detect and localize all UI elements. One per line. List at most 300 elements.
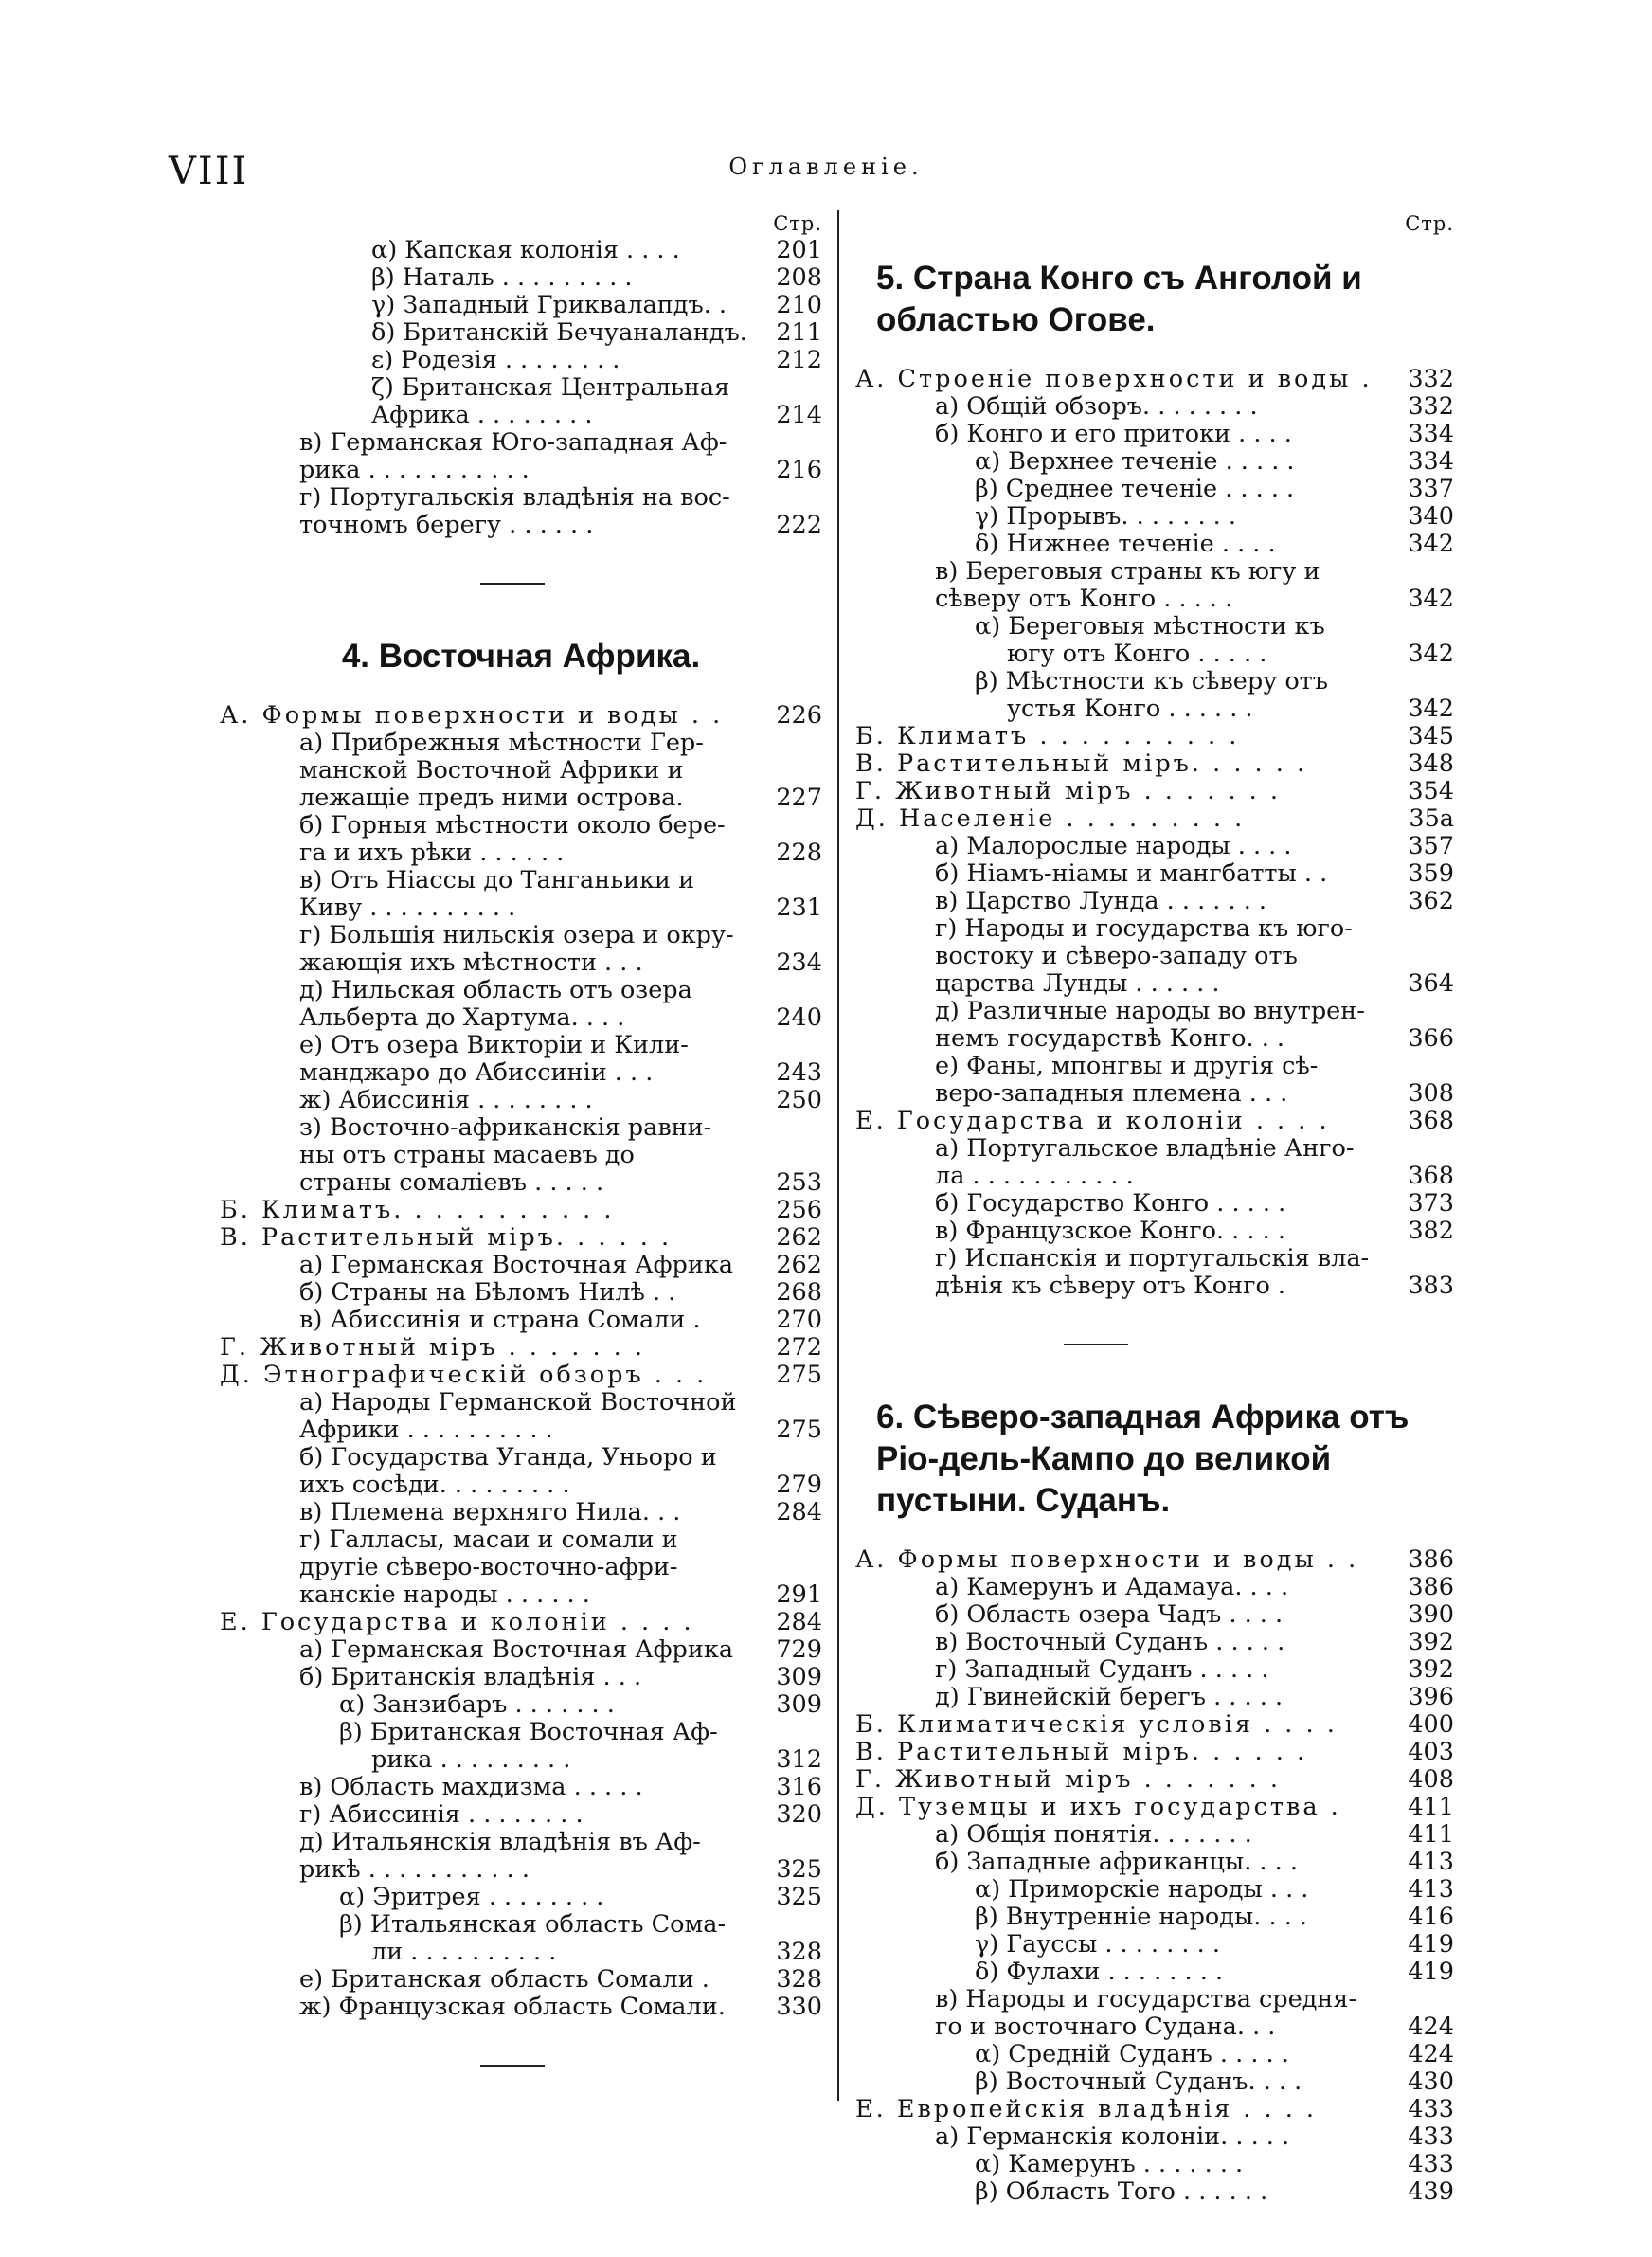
toc-entry-title: ε) Родезія . . . . . . . . <box>371 347 620 374</box>
toc-entry <box>855 1849 1454 1876</box>
toc-entry-page: 390 <box>1408 1600 1454 1629</box>
toc-entry <box>855 2151 1454 2178</box>
toc-entry-title: царства Лунды . . . . . . <box>935 970 1220 998</box>
toc-entry <box>220 1252 822 1279</box>
toc-entry-title: б) Область озера Чадъ . . . . <box>935 1601 1284 1629</box>
toc-entry-title: рика . . . . . . . . . . . <box>299 457 530 484</box>
toc-entry <box>220 1856 822 1884</box>
toc-entry-page: 362 <box>1408 887 1454 915</box>
toc-entry-title: д) Нильская область отъ озера <box>299 977 692 1004</box>
toc-entry-title: а) Германская Восточная Африка <box>299 1636 734 1664</box>
toc-entry-title: α) Эритрея . . . . . . . . <box>339 1884 604 1911</box>
toc-entry <box>220 1581 822 1609</box>
toc-entry <box>220 1526 822 1554</box>
toc-entry <box>220 1279 822 1307</box>
toc-entry <box>220 319 822 347</box>
toc-entry-title: а) Германскія колоніи. . . . . <box>935 2123 1290 2151</box>
toc-entry <box>855 1108 1454 1135</box>
toc-entry-title: б) Страны на Бѣломъ Нилѣ . . <box>299 1279 676 1307</box>
toc-entry-title: В. Растительный міръ. . . . . . <box>855 1739 1308 1766</box>
toc-entry-page: 214 <box>776 401 822 429</box>
toc-entry-page: 216 <box>776 456 822 484</box>
toc-entry <box>220 512 822 539</box>
toc-entry <box>220 1554 822 1581</box>
toc-entry-title: точномъ берегу . . . . . . <box>299 512 594 539</box>
toc-entry-title: Д. Населеніе . . . . . . . . . <box>855 805 1246 833</box>
toc-entry <box>220 730 822 757</box>
running-title: Оглавленіе. <box>728 153 924 180</box>
toc-entry-page: 240 <box>776 1003 822 1032</box>
toc-entry <box>220 1472 822 1499</box>
toc-entry <box>855 833 1454 860</box>
toc-entry-title: Д. Этнографическій обзоръ . . . <box>220 1362 708 1389</box>
toc-entry-title: г) Галласы, масаи и сомали и <box>299 1526 678 1554</box>
toc-entry <box>220 702 822 730</box>
toc-entry <box>220 1884 822 1911</box>
toc-entry-page: 392 <box>1408 1655 1454 1684</box>
toc-entry <box>855 1629 1454 1656</box>
toc-entry <box>220 264 822 292</box>
toc-entry-title: го и восточнаго Судана. . . <box>935 2013 1276 2041</box>
toc-entry-title: югу отъ Конго . . . . . <box>1007 641 1267 668</box>
toc-entry-page: 231 <box>776 894 822 922</box>
section-heading-6: 6. Сѣверо-западная Африка отъ Ріо-дель-Кампо до великой пустыни. Суданъ. <box>876 1399 1410 1519</box>
toc-entry-page: 373 <box>1408 1189 1454 1218</box>
toc-entry-title: γ) Прорывъ. . . . . . . . <box>975 503 1236 531</box>
toc-entry <box>855 2178 1454 2206</box>
toc-entry-page: 320 <box>776 1800 822 1829</box>
toc-entry-title: в) Береговыя страны къ югу и <box>935 558 1320 586</box>
toc-entry-title: Африки . . . . . . . . . . <box>299 1417 553 1444</box>
toc-entry <box>220 922 822 949</box>
toc-entry <box>220 812 822 840</box>
toc-entry <box>220 757 822 785</box>
toc-entry-title: веро-западныя племена . . . <box>935 1080 1288 1108</box>
toc-entry-page: 368 <box>1408 1162 1454 1190</box>
toc-entry <box>855 1656 1454 1684</box>
toc-entry-title: б) Горныя мѣстности около бере- <box>299 812 726 840</box>
toc-entry <box>855 448 1454 476</box>
toc-entry <box>855 2096 1454 2123</box>
toc-entry <box>855 805 1454 833</box>
toc-entry-page: 35а <box>1409 804 1454 833</box>
toc-entry <box>855 1959 1454 1986</box>
toc-entry-page: 309 <box>776 1663 822 1691</box>
toc-entry-page: 413 <box>1408 1848 1454 1876</box>
toc-entry <box>855 1574 1454 1601</box>
section-divider <box>480 583 545 585</box>
toc-entry <box>855 558 1454 586</box>
toc-entry-title: д) Итальянскія владѣнія въ Аф- <box>299 1829 701 1856</box>
toc-entry <box>220 1004 822 1032</box>
toc-entry <box>855 503 1454 531</box>
toc-entry <box>220 1142 822 1169</box>
toc-entry-title: устья Конго . . . . . . <box>1007 695 1253 723</box>
toc-entry-page: 250 <box>776 1086 822 1114</box>
toc-entry-title: в) Абиссинія и страна Сомали . <box>299 1307 701 1334</box>
toc-entry <box>855 1163 1454 1190</box>
toc-entry-page: 337 <box>1408 475 1454 503</box>
toc-entry-title: д) Различные народы во внутрен- <box>935 998 1365 1025</box>
toc-entry <box>220 1114 822 1142</box>
toc-entry <box>855 586 1454 613</box>
toc-entry-title: Д. Туземцы и ихъ государства . <box>855 1794 1341 1821</box>
toc-entry <box>855 668 1454 695</box>
toc-entry-page: 291 <box>776 1580 822 1609</box>
toc-entry-page: 396 <box>1408 1683 1454 1711</box>
toc-entry-title: в) Германская Юго-западная Аф- <box>299 429 727 457</box>
toc-entry-title: е) Отъ озера Викторіи и Кили- <box>299 1032 689 1059</box>
toc-entry-page: 354 <box>1408 777 1454 805</box>
toc-entry-page: 325 <box>776 1855 822 1884</box>
toc-entry-title: в) Народы и государства средня- <box>935 1986 1357 2013</box>
toc-block <box>855 366 1454 1300</box>
toc-entry-page: 309 <box>776 1690 822 1719</box>
toc-entry-page: 342 <box>1408 695 1454 723</box>
toc-entry <box>855 1876 1454 1904</box>
toc-entry-title: б) Британскія владѣнія . . . <box>299 1664 642 1691</box>
toc-entry <box>855 695 1454 723</box>
toc-entry-title: рикѣ . . . . . . . . . . . <box>299 1856 530 1884</box>
toc-entry-title: а) Португальское владѣніе Анго- <box>935 1135 1355 1163</box>
toc-entry <box>855 998 1454 1025</box>
toc-entry <box>220 374 822 402</box>
toc-entry <box>855 778 1454 805</box>
toc-entry-title: а) Германская Восточная Африка <box>299 1252 734 1279</box>
toc-entry-page: 419 <box>1408 1930 1454 1959</box>
toc-entry-title: в) Область махдизма . . . . . <box>299 1774 643 1801</box>
toc-entry-page: 357 <box>1408 832 1454 860</box>
toc-entry-page: 211 <box>776 318 822 347</box>
toc-entry <box>855 613 1454 641</box>
page-column-label: Стр. <box>773 212 822 235</box>
toc-entry <box>220 1499 822 1526</box>
toc-entry-title: δ) Британскій Бечуаналандъ. <box>371 319 747 347</box>
toc-entry-page: 262 <box>776 1251 822 1279</box>
toc-entry-page: 228 <box>776 839 822 867</box>
toc-entry-title: α) Средній Суданъ . . . . . <box>975 2041 1289 2068</box>
toc-entry-page: 330 <box>776 1993 822 2021</box>
toc-entry-title: Г. Животный міръ . . . . . . . <box>855 1766 1281 1794</box>
toc-entry <box>220 1829 822 1856</box>
toc-entry <box>855 2041 1454 2068</box>
section-divider <box>1064 1344 1128 1345</box>
toc-entry-page: 400 <box>1408 1710 1454 1739</box>
toc-entry <box>855 1218 1454 1245</box>
toc-entry <box>855 641 1454 668</box>
toc-entry <box>220 1334 822 1362</box>
toc-entry-title: г) Португальскія владѣнія на вос- <box>299 484 730 512</box>
toc-entry <box>220 894 822 922</box>
toc-entry-title: В. Растительный міръ. . . . . . <box>855 750 1308 778</box>
toc-entry <box>220 1197 822 1224</box>
toc-entry-page: 340 <box>1408 502 1454 531</box>
section-heading-5: 5. Страна Конго съ Анголой и областью Огове. <box>876 260 1362 338</box>
toc-entry-title: α) Верхнее теченіе . . . . . <box>975 448 1295 476</box>
toc-entry <box>220 1032 822 1059</box>
toc-entry <box>855 366 1454 393</box>
toc-entry-title: Б. Климатъ . . . . . . . . . . <box>855 723 1240 750</box>
toc-entry <box>855 1190 1454 1218</box>
toc-entry-title: β) Мѣстности къ сѣверу отъ <box>975 668 1328 695</box>
toc-entry-page: 408 <box>1408 1765 1454 1794</box>
toc-entry-title: а) Общій обзоръ. . . . . . . . <box>935 393 1258 421</box>
toc-entry-page: 332 <box>1408 365 1454 393</box>
toc-entry-page: 243 <box>776 1058 822 1087</box>
toc-entry-title: β) Наталь . . . . . . . . . <box>371 264 633 292</box>
toc-entry-title: лежащіе предъ ними острова. <box>299 785 684 812</box>
toc-entry-title: β) Итальянская область Сома- <box>339 1911 727 1939</box>
toc-entry <box>220 949 822 977</box>
page-number: VIII <box>169 150 249 193</box>
toc-entry-title: в) Царство Лунда . . . . . . . <box>935 888 1267 915</box>
toc-entry <box>220 1417 822 1444</box>
toc-entry-page: 729 <box>776 1635 822 1664</box>
toc-entry <box>855 1546 1454 1574</box>
toc-entry-title: δ) Фулахи . . . . . . . . <box>975 1959 1224 1986</box>
toc-entry-title: страны сомалiевъ . . . . . <box>299 1169 604 1197</box>
toc-entry-title: Африка . . . . . . . . <box>371 402 593 429</box>
toc-entry <box>855 1080 1454 1108</box>
toc-entry-title: Е. Государства и колоніи . . . . <box>220 1609 694 1636</box>
toc-entry <box>220 1444 822 1472</box>
toc-entry-title: А. Формы поверхности и воды . . <box>220 702 724 730</box>
toc-entry-title: г) Абиссинія . . . . . . . . <box>299 1801 584 1829</box>
toc-entry-page: 383 <box>1408 1272 1454 1300</box>
toc-entry <box>220 484 822 512</box>
toc-entry-title: А. Строеніе поверхности и воды . <box>855 366 1373 393</box>
toc-entry <box>855 1053 1454 1080</box>
toc-entry <box>220 1636 822 1664</box>
toc-entry-page: 433 <box>1408 2150 1454 2178</box>
toc-entry-page: 419 <box>1408 1958 1454 1986</box>
toc-entry <box>855 476 1454 503</box>
toc-entry <box>220 457 822 484</box>
toc-entry-page: 227 <box>776 784 822 812</box>
toc-entry <box>220 237 822 264</box>
toc-entry <box>855 393 1454 421</box>
toc-column-left <box>220 210 822 2118</box>
toc-entry <box>220 1307 822 1334</box>
toc-entry-page: 411 <box>1408 1793 1454 1821</box>
toc-entry-title: а) Народы Германской Восточной <box>299 1389 737 1417</box>
toc-entry-page: 392 <box>1408 1628 1454 1656</box>
toc-entry-title: δ) Нижнее теченіе . . . . <box>975 531 1276 558</box>
toc-entry-page: 201 <box>776 236 822 264</box>
toc-entry-title: г) Большія нильскія озера и окру- <box>299 922 734 949</box>
toc-entry-page: 439 <box>1408 2177 1454 2206</box>
toc-entry-page: 262 <box>776 1223 822 1252</box>
toc-entry <box>220 1609 822 1636</box>
toc-entry-title: ж) Французская область Сомали. <box>299 1994 726 2021</box>
toc-entry <box>855 2068 1454 2096</box>
toc-entry-page: 268 <box>776 1278 822 1307</box>
toc-entry <box>220 1389 822 1417</box>
toc-entry-page: 334 <box>1408 447 1454 476</box>
toc-entry <box>855 1601 1454 1629</box>
toc-entry <box>220 402 822 429</box>
toc-entry <box>220 1939 822 1966</box>
toc-entry-page: 208 <box>776 263 822 292</box>
toc-entry <box>855 1135 1454 1163</box>
toc-entry-page: 348 <box>1408 749 1454 778</box>
toc-entry-title: γ) Гауссы . . . . . . . . <box>975 1931 1220 1959</box>
toc-entry-title: α) Камерунъ . . . . . . . <box>975 2151 1244 2178</box>
toc-entry <box>220 1224 822 1252</box>
toc-entry-page: 342 <box>1408 640 1454 668</box>
toc-entry-page: 325 <box>776 1883 822 1911</box>
toc-entry-title: а) Прибрежныя мѣстности Гер- <box>299 730 704 757</box>
toc-entry <box>220 977 822 1004</box>
toc-entry-title: Б. Климатическія условія . . . . <box>855 1711 1338 1739</box>
toc-entry-title: Киву . . . . . . . . . . <box>299 894 516 922</box>
toc-entry-title: б) Западные африканцы. . . . <box>935 1849 1298 1876</box>
toc-entry-title: з) Восточно-африканскія равни- <box>299 1114 712 1142</box>
toc-entry-title: сѣверу отъ Конго . . . . . <box>935 586 1233 613</box>
toc-entry-page: 416 <box>1408 1903 1454 1931</box>
toc-entry-page: 270 <box>776 1306 822 1334</box>
toc-entry-page: 342 <box>1408 530 1454 558</box>
toc-entry <box>220 1801 822 1829</box>
toc-entry-page: 368 <box>1408 1107 1454 1135</box>
toc-entry-title: Е. Европейскія владѣнія . . . . <box>855 2096 1318 2123</box>
toc-entry <box>220 1719 822 1746</box>
toc-entry-page: 308 <box>1408 1079 1454 1108</box>
toc-entry <box>855 531 1454 558</box>
section-heading-4: 4. Восточная Африка. <box>341 638 701 675</box>
toc-entry-title: α) Занзибаръ . . . . . . . <box>339 1691 615 1719</box>
toc-entry-page: 279 <box>776 1471 822 1499</box>
toc-entry-title: б) Конго и его притоки . . . . <box>935 421 1292 448</box>
toc-entry-page: 272 <box>776 1333 822 1362</box>
toc-entry-page: 345 <box>1408 722 1454 750</box>
toc-entry-title: β) Восточный Суданъ. . . . <box>975 2068 1302 2096</box>
toc-entry <box>220 1911 822 1939</box>
toc-entry-page: 210 <box>776 291 822 319</box>
toc-entry-title: в) Племена верхняго Нила. . . <box>299 1499 681 1526</box>
toc-entry-title: ны отъ страны масаевъ до <box>299 1142 635 1169</box>
toc-entry-page: 386 <box>1408 1545 1454 1574</box>
toc-entry <box>855 1739 1454 1766</box>
toc-entry <box>220 1087 822 1114</box>
toc-entry-page: 275 <box>776 1416 822 1444</box>
toc-entry-page: 359 <box>1408 859 1454 888</box>
toc-entry <box>220 1691 822 1719</box>
toc-entry <box>855 970 1454 998</box>
toc-entry-page: 332 <box>1408 392 1454 421</box>
toc-entry-title: в) Отъ Ніассы до Танганьики и <box>299 867 695 894</box>
toc-entry <box>855 1986 1454 2013</box>
toc-entry-title: е) Фаны, мпонгвы и другія сѣ- <box>935 1053 1319 1080</box>
toc-entry <box>220 1994 822 2021</box>
toc-entry-title: рика . . . . . . . . . <box>371 1746 571 1774</box>
toc-entry-title: г) Западный Суданъ . . . . . <box>935 1656 1269 1684</box>
toc-entry <box>220 347 822 374</box>
toc-entry-title: востоку и сѣверо-западу отъ <box>935 943 1298 970</box>
toc-entry-page: 226 <box>776 701 822 730</box>
toc-entry-page: 328 <box>776 1965 822 1994</box>
toc-entry <box>855 1711 1454 1739</box>
toc-entry <box>220 1966 822 1994</box>
toc-entry <box>220 785 822 812</box>
toc-entry <box>220 429 822 457</box>
toc-entry-page: 424 <box>1408 2040 1454 2068</box>
section-divider <box>480 2065 545 2067</box>
toc-entry-page: 234 <box>776 948 822 977</box>
toc-entry-title: ж) Абиссинія . . . . . . . . <box>299 1087 593 1114</box>
toc-entry <box>220 292 822 319</box>
toc-entry-title: β) Внутренніе народы. . . . <box>975 1904 1308 1931</box>
toc-entry <box>220 1169 822 1197</box>
toc-entry-page: 413 <box>1408 1875 1454 1904</box>
toc-block <box>220 237 822 539</box>
toc-entry <box>220 1059 822 1087</box>
toc-entry-title: β) Область Того . . . . . . <box>975 2178 1268 2206</box>
toc-entry <box>220 1664 822 1691</box>
toc-entry-page: 342 <box>1408 585 1454 613</box>
toc-entry <box>855 750 1454 778</box>
toc-entry-page: 275 <box>776 1361 822 1389</box>
toc-entry-title: ла . . . . . . . . . . . <box>935 1163 1134 1190</box>
toc-entry-page: 382 <box>1408 1217 1454 1245</box>
toc-entry-page: 424 <box>1408 2013 1454 2041</box>
toc-entry-page: 256 <box>776 1196 822 1224</box>
page-column-label: Стр. <box>1405 212 1454 235</box>
toc-entry <box>855 1273 1454 1300</box>
toc-entry-title: В. Растительный міръ. . . . . . <box>220 1224 673 1252</box>
toc-entry <box>855 1821 1454 1849</box>
toc-entry <box>220 1362 822 1389</box>
toc-entry-title: в) Французское Конго. . . . . <box>935 1218 1285 1245</box>
toc-entry-title: β) Среднее теченіе . . . . . <box>975 476 1295 503</box>
toc-entry <box>855 888 1454 915</box>
toc-entry-page: 212 <box>776 346 822 374</box>
toc-entry-title: а) Общія понятія. . . . . . . <box>935 1821 1252 1849</box>
toc-entry-title: га и ихъ рѣки . . . . . . <box>299 840 565 867</box>
toc-entry-title: ли . . . . . . . . . . <box>371 1939 557 1966</box>
toc-entry-page: 366 <box>1408 1024 1454 1053</box>
toc-entry <box>855 915 1454 943</box>
toc-entry-title: манской Восточной Африки и <box>299 757 684 785</box>
toc-entry <box>855 723 1454 750</box>
toc-entry <box>220 840 822 867</box>
toc-entry-page: 334 <box>1408 420 1454 448</box>
toc-entry-title: манджаро до Абиссиніи . . . <box>299 1059 654 1087</box>
toc-entry <box>855 2123 1454 2151</box>
toc-entry-title: γ) Западный Гриквалапдъ. . <box>371 292 727 319</box>
toc-entry <box>855 1025 1454 1053</box>
toc-entry-page: 284 <box>776 1498 822 1526</box>
toc-column-right <box>855 210 1454 2206</box>
toc-block <box>855 1546 1454 2206</box>
toc-entry-title: другіе сѣверо-восточно-афри- <box>299 1554 678 1581</box>
toc-entry-title: б) Ніамъ-ніамы и мангбатты . . <box>935 860 1328 888</box>
toc-entry-title: α) Береговыя мѣстности къ <box>975 613 1325 641</box>
toc-entry-title: Альберта до Хартума. . . . <box>299 1004 625 1032</box>
toc-entry-page: 328 <box>776 1938 822 1966</box>
toc-entry-title: а) Малорослые народы . . . . <box>935 833 1292 860</box>
toc-entry-title: в) Восточный Суданъ . . . . . <box>935 1629 1285 1656</box>
toc-entry-title: б) Государство Конго . . . . . <box>935 1190 1286 1218</box>
toc-entry <box>855 943 1454 970</box>
toc-entry-title: А. Формы поверхности и воды . . <box>855 1546 1359 1574</box>
toc-entry-page: 312 <box>776 1745 822 1774</box>
toc-entry-title: Г. Животный міръ . . . . . . . <box>855 778 1281 805</box>
toc-entry <box>220 867 822 894</box>
toc-entry <box>855 1766 1454 1794</box>
toc-entry-page: 433 <box>1408 2095 1454 2123</box>
toc-entry-page: 222 <box>776 511 822 539</box>
